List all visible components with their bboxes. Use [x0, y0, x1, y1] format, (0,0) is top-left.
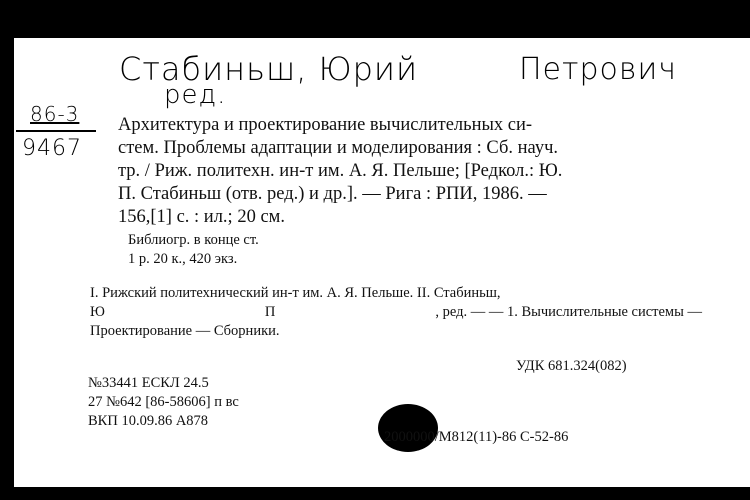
udk-code: УДК 681.324(082) [516, 358, 627, 374]
tracing-line: Проектирование — Сборники. [90, 323, 280, 339]
entry-line: 156,[1] с. : ил.; 20 см. [118, 207, 285, 227]
tracing-initial: П [264, 304, 276, 320]
entry-line: Архитектура и проектирование вычислительных си- [118, 115, 533, 135]
record-number-line: 27 №642 [86-58606] п вс [88, 394, 239, 410]
entry-line: стем. Проблемы адаптации и моделирования : Сб. науч. [118, 138, 559, 158]
handwritten-patronymic: Петрович [519, 52, 677, 87]
notes [128, 231, 259, 269]
tracing-subject: , ред. — — 1. Вычислительные системы — [435, 304, 702, 320]
shelf-divider [16, 130, 96, 132]
record-number-line: ВКП 10.09.86 А878 [88, 413, 209, 429]
main-entry [118, 114, 698, 229]
tracing-initial: Ю [90, 304, 105, 320]
handwritten-author: Стабиньш, Юрий [119, 50, 419, 88]
tracing-line [90, 303, 702, 322]
record-number-line: №33441 ЕСКЛ 24.5 [88, 375, 209, 391]
entry-line: П. Стабиньш (отв. ред.) и др.]. — Рига : РПИ, 1986. — [118, 184, 547, 204]
tracing-line: I. Рижский политехнический ин-т им. А. Я. Пельше. II. Стабиньш, [90, 285, 501, 301]
handwritten-role: ред. [164, 80, 227, 110]
bibliography-note: Библиогр. в конце ст. [128, 232, 259, 248]
shelf-mark-top: 86-3 [30, 102, 80, 126]
shelf-mark-bottom: 9467 [22, 136, 82, 161]
record-numbers [88, 374, 239, 431]
print-code: 2000000/М812(11)-86 С-52-86 [384, 429, 569, 445]
price-note: 1 р. 20 к., 420 экз. [128, 251, 238, 267]
entry-line: тр. / Риж. политехн. ин-т им. А. Я. Пельше; [Редкол.: Ю. [118, 161, 563, 181]
tracings [90, 284, 702, 341]
catalog-card [14, 38, 750, 487]
